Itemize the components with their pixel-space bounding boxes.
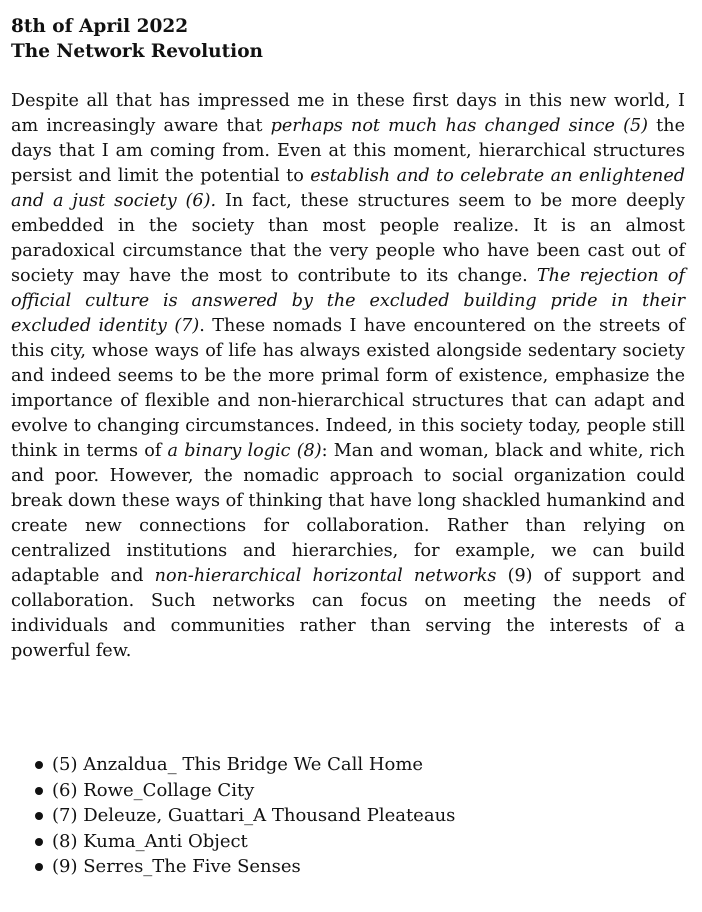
reference-text: (6) Rowe_Collage City (52, 779, 255, 801)
text-run: In fact, these structures seem to be more deeply embedded in the society than most people realize. It is an almost paradoxical circumstance that the very people who have been cast out of society may have the most to contribute to its change. (11, 191, 685, 286)
italic-phrase: The rejection of official culture is answered by the excluded building pride in their excluded identity (7) (11, 266, 685, 336)
bullet-icon (35, 761, 43, 769)
reference-item (30, 829, 455, 855)
reference-text: (7) Deleuze, Guattari_A Thousand Pleateaus (52, 805, 456, 826)
bullet-icon (35, 812, 43, 820)
bullet-icon (35, 787, 43, 795)
document-page (11, 14, 685, 664)
body-paragraph (11, 89, 685, 664)
bullet-icon (35, 863, 43, 871)
reference-text: (9) Serres_The Five Senses (52, 856, 301, 877)
text-run: (9) of support and collaboration. Such networks can focus on meeting the needs of individuals and communities rather than serving the interests of a powerful few. (11, 566, 685, 661)
text-run: Despite all that has impressed me in these first days in this new world, I am increasingly aware that (11, 91, 685, 136)
bullet-icon (35, 838, 43, 846)
italic-phrase: non-hierarchical horizontal networks (154, 566, 497, 586)
reference-item (30, 778, 455, 804)
reference-text: (5) Anzaldua_ This Bridge We Call Home (52, 754, 424, 775)
text-run: : Man and woman, black and white, rich and poor. However, the nomadic approach to social organization could break down these ways of thinking that have long shackled humankind and create new connections for collaboration. Rather than relying on centralized institutions and hierarchies, for example, we can build adaptable and (11, 441, 685, 586)
reference-item (30, 803, 455, 829)
reference-item (30, 752, 455, 778)
reference-item (30, 854, 455, 880)
italic-phrase: a binary logic (8) (167, 441, 322, 461)
italic-phrase: establish and to celebrate an enlightened and a just society (6). (11, 166, 685, 211)
entry-date: 8th of April 2022 (11, 16, 189, 37)
text-run: the days that I am coming from. Even at this moment, hierarchical structures persist and limit the potential to (11, 116, 685, 186)
text-run: . These nomads I have encountered on the streets of this city, whose ways of life has always existed alongside sedentary society and indeed seems to be the more primal form of existence, emphasize the importance of flexible and non-hierarchical structures that can adapt and evolve to changing circumstances. Indeed, in this society today, people still think in terms of (11, 316, 686, 461)
reference-list (30, 752, 455, 880)
reference-text: (8) Kuma_Anti Object (52, 830, 248, 852)
italic-phrase: perhaps not much has changed since (5) (270, 116, 649, 136)
entry-title: The Network Revolution (11, 41, 263, 62)
